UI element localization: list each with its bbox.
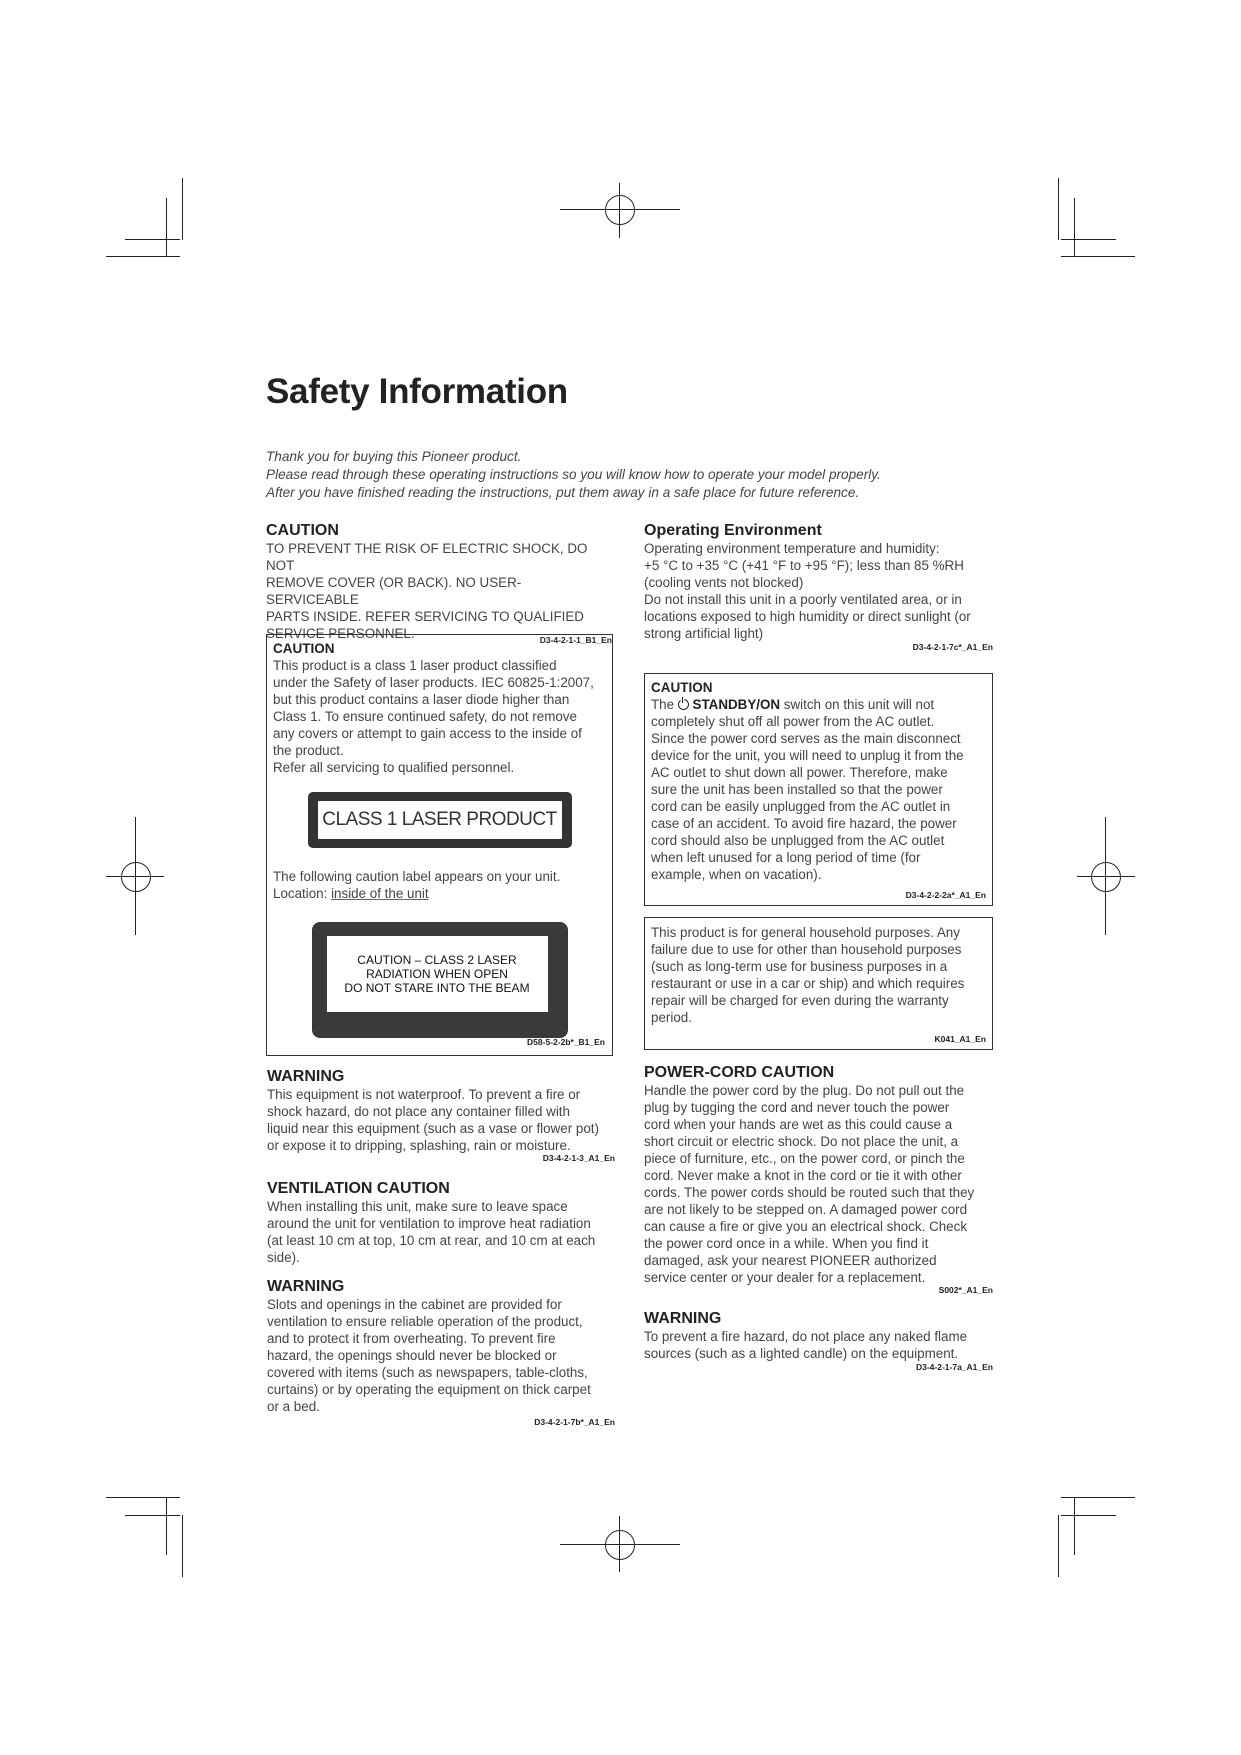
- text-line: liquid near this equipment (such as a vase or flower pot): [267, 1121, 599, 1136]
- text-line: sure the unit has been installed so that the power: [651, 782, 943, 797]
- text-line: This product is a class 1 laser product classified: [273, 658, 557, 673]
- text-line: AC outlet to shut down all power. Therefore, make: [651, 765, 948, 780]
- label-line: CAUTION – CLASS 2 LASER: [357, 953, 517, 967]
- text-line: When installing this unit, make sure to leave space: [267, 1199, 568, 1214]
- warning-body: [267, 1296, 615, 1415]
- ventilation-heading: VENTILATION CAUTION: [267, 1180, 450, 1197]
- warning-body: [644, 1328, 993, 1362]
- power-cord-body: [644, 1082, 993, 1286]
- class2-laser-label: [312, 922, 568, 1038]
- intro-line: After you have finished reading the instructions, put them away in a safe place for future reference.: [266, 485, 860, 500]
- text-line: under the Safety of laser products. IEC 60825-1:2007,: [273, 675, 594, 690]
- ventilation-section: [267, 1180, 615, 1266]
- label-line: RADIATION WHEN OPEN: [366, 967, 508, 981]
- environment-body: [644, 540, 993, 642]
- location-value: inside of the unit: [331, 886, 429, 901]
- text-line: completely shut off all power from the AC outlet.: [651, 714, 935, 729]
- text-line: piece of furniture, etc., on the power cord, or pinch the: [644, 1151, 965, 1166]
- document-code: D3-4-2-1-7a_A1_En: [915, 1362, 993, 1372]
- text-line: can cause a fire or give you an electrical shock. Check: [644, 1219, 968, 1234]
- text-line: hazard, the openings should never be blocked or: [267, 1348, 557, 1363]
- document-code: D3-4-2-2-2a*_A1_En: [905, 890, 986, 900]
- text-line: ventilation to ensure reliable operation of the product,: [267, 1314, 583, 1329]
- document-code: D3-4-2-1-3_A1_En: [542, 1153, 615, 1163]
- text-line: covered with items (such as newspapers, table-cloths,: [267, 1365, 588, 1380]
- document-code: D58-5-2-2b*_B1_En: [527, 1037, 605, 1047]
- standby-caution-box: [644, 673, 993, 906]
- text-line: short circuit or electric shock. Do not place the unit, a: [644, 1134, 959, 1149]
- text-line: any covers or attempt to gain access to the inside of: [273, 726, 582, 741]
- document-code: S002*_A1_En: [938, 1285, 993, 1295]
- text-line: cords. The power cords should be routed such that they: [644, 1185, 975, 1200]
- label-line: DO NOT STARE INTO THE BEAM: [344, 981, 530, 995]
- page-title: Safety Information: [266, 372, 568, 411]
- text-line: cord can be easily unplugged from the AC outlet in: [651, 799, 951, 814]
- text-line: This product is for general household purposes. Any: [651, 925, 960, 940]
- caution-label-note: [273, 868, 606, 902]
- text-line: Operating environment temperature and humidity:: [644, 541, 940, 556]
- class1-laser-label-text: CLASS 1 LASER PRODUCT: [318, 801, 562, 839]
- text-fragment: switch on this unit will not: [780, 697, 935, 712]
- text-line: Slots and openings in the cabinet are provided for: [267, 1297, 562, 1312]
- text-line: This equipment is not waterproof. To prevent a fire or: [267, 1087, 581, 1102]
- text-line: repair will be charged for even during the warranty: [651, 993, 949, 1008]
- text-line: PARTS INSIDE. REFER SERVICING TO QUALIFIED: [266, 609, 584, 624]
- text-line: period.: [651, 1010, 692, 1025]
- text-line: and to protect it from overheating. To prevent fire: [267, 1331, 556, 1346]
- text-line: example, when on vacation).: [651, 867, 822, 882]
- environment-heading: Operating Environment: [644, 522, 822, 539]
- text-line: shock hazard, do not place any container filled with: [267, 1104, 570, 1119]
- text-line: case of an accident. To avoid fire hazard, the power: [651, 816, 957, 831]
- warning-heading: WARNING: [644, 1310, 722, 1327]
- text-line: the product.: [273, 743, 344, 758]
- text-line: cord when your hands are wet as this could cause a: [644, 1117, 953, 1132]
- text-line: (cooling vents not blocked): [644, 575, 804, 590]
- document-code: K041_A1_En: [934, 1034, 986, 1044]
- text-line: the power cord once in a while. When you find it: [644, 1236, 929, 1251]
- power-cord-heading: POWER-CORD CAUTION: [644, 1064, 835, 1081]
- text-line: restaurant or use in a car or ship) and which requires: [651, 976, 965, 991]
- warning-openings-section: [267, 1278, 615, 1427]
- text-line: Since the power cord serves as the main disconnect: [651, 731, 961, 746]
- text-line: Class 1. To ensure continued safety, do not remove: [273, 709, 577, 724]
- document-code: D3-4-2-1-7c*_A1_En: [912, 642, 993, 652]
- text-line: sources (such as a lighted candle) on the equipment.: [644, 1346, 959, 1361]
- text-line: REMOVE COVER (OR BACK). NO USER-SERVICEABLE: [266, 575, 522, 607]
- text-line: service center or your dealer for a replacement.: [644, 1270, 926, 1285]
- class1-laser-label: [308, 792, 572, 848]
- text-fragment: The: [651, 697, 678, 712]
- warning-flame-section: [644, 1310, 993, 1372]
- text-line: (such as long-term use for business purposes in a: [651, 959, 948, 974]
- text-line: (at least 10 cm at top, 10 cm at rear, and 10 cm at each: [267, 1233, 596, 1248]
- text-line: curtains) or by operating the equipment on thick carpet: [267, 1382, 591, 1397]
- text-line: Do not install this unit in a poorly ventilated area, or in: [644, 592, 962, 607]
- laser-caution-box: [266, 634, 613, 1056]
- household-use-box: [644, 917, 993, 1050]
- intro-line: Please read through these operating instructions so you will know how to operate your model properly.: [266, 467, 881, 482]
- text-line: The following caution label appears on your unit.: [273, 869, 561, 884]
- operating-environment-section: [644, 522, 993, 652]
- text-line: +5 °C to +35 °C (+41 °F to +95 °F); less than 85 %RH: [644, 558, 964, 573]
- class2-laser-label-text: [327, 936, 548, 1012]
- power-standby-icon: [678, 699, 689, 710]
- text-line: or a bed.: [267, 1399, 320, 1414]
- text-line: but this product contains a laser diode higher than: [273, 692, 570, 707]
- text-line: TO PREVENT THE RISK OF ELECTRIC SHOCK, DO NOT: [266, 541, 588, 573]
- text-line: cord should also be unplugged from the AC outlet: [651, 833, 945, 848]
- text-line: around the unit for ventilation to improve heat radiation: [267, 1216, 591, 1231]
- text-line: cord. Never make a knot in the cord or tie it with other: [644, 1168, 962, 1183]
- text-line: device for the unit, you will need to unplug it from the: [651, 748, 964, 763]
- laser-caution-body: [273, 657, 606, 776]
- standby-caution-body: [651, 696, 986, 883]
- text-line: or expose it to dripping, splashing, rain or moisture.: [267, 1138, 571, 1153]
- text-line: SERVICE PERSONNEL.: [266, 626, 415, 641]
- location-prefix: Location:: [273, 886, 332, 901]
- laser-caution-heading: CAUTION: [273, 641, 335, 656]
- caution-body: [266, 540, 612, 645]
- text-line: locations exposed to high humidity or direct sunlight (or: [644, 609, 971, 624]
- document-code: D3-4-2-1-1_B1_En: [539, 635, 612, 645]
- text-line: Handle the power cord by the plug. Do not pull out the: [644, 1083, 965, 1098]
- text-line: are not likely to be stepped on. A damaged power cord: [644, 1202, 968, 1217]
- standby-on-label: STANDBY/ON: [692, 697, 781, 712]
- caution-section: [266, 522, 612, 645]
- warning-heading: WARNING: [267, 1278, 345, 1295]
- standby-caution-heading: CAUTION: [651, 680, 713, 695]
- warning-water-section: [267, 1068, 615, 1163]
- text-line: strong artificial light): [644, 626, 764, 641]
- text-line: side).: [267, 1250, 300, 1265]
- warning-heading: WARNING: [267, 1068, 345, 1085]
- warning-body: [267, 1086, 615, 1154]
- ventilation-body: [267, 1198, 615, 1266]
- text-line: Refer all servicing to qualified personnel.: [273, 760, 515, 775]
- caution-heading: CAUTION: [266, 522, 339, 539]
- power-cord-section: [644, 1064, 993, 1295]
- text-line: failure due to use for other than household purposes: [651, 942, 962, 957]
- text-line: To prevent a fire hazard, do not place any naked flame: [644, 1329, 968, 1344]
- text-line: damaged, ask your nearest PIONEER authorized: [644, 1253, 937, 1268]
- intro-line: Thank you for buying this Pioneer product.: [266, 449, 522, 464]
- household-use-body: [651, 924, 986, 1026]
- intro-text: [266, 448, 966, 502]
- text-line: when left unused for a long period of time (for: [651, 850, 921, 865]
- text-line: plug by tugging the cord and never touch the power: [644, 1100, 950, 1115]
- document-code: D3-4-2-1-7b*_A1_En: [534, 1417, 615, 1427]
